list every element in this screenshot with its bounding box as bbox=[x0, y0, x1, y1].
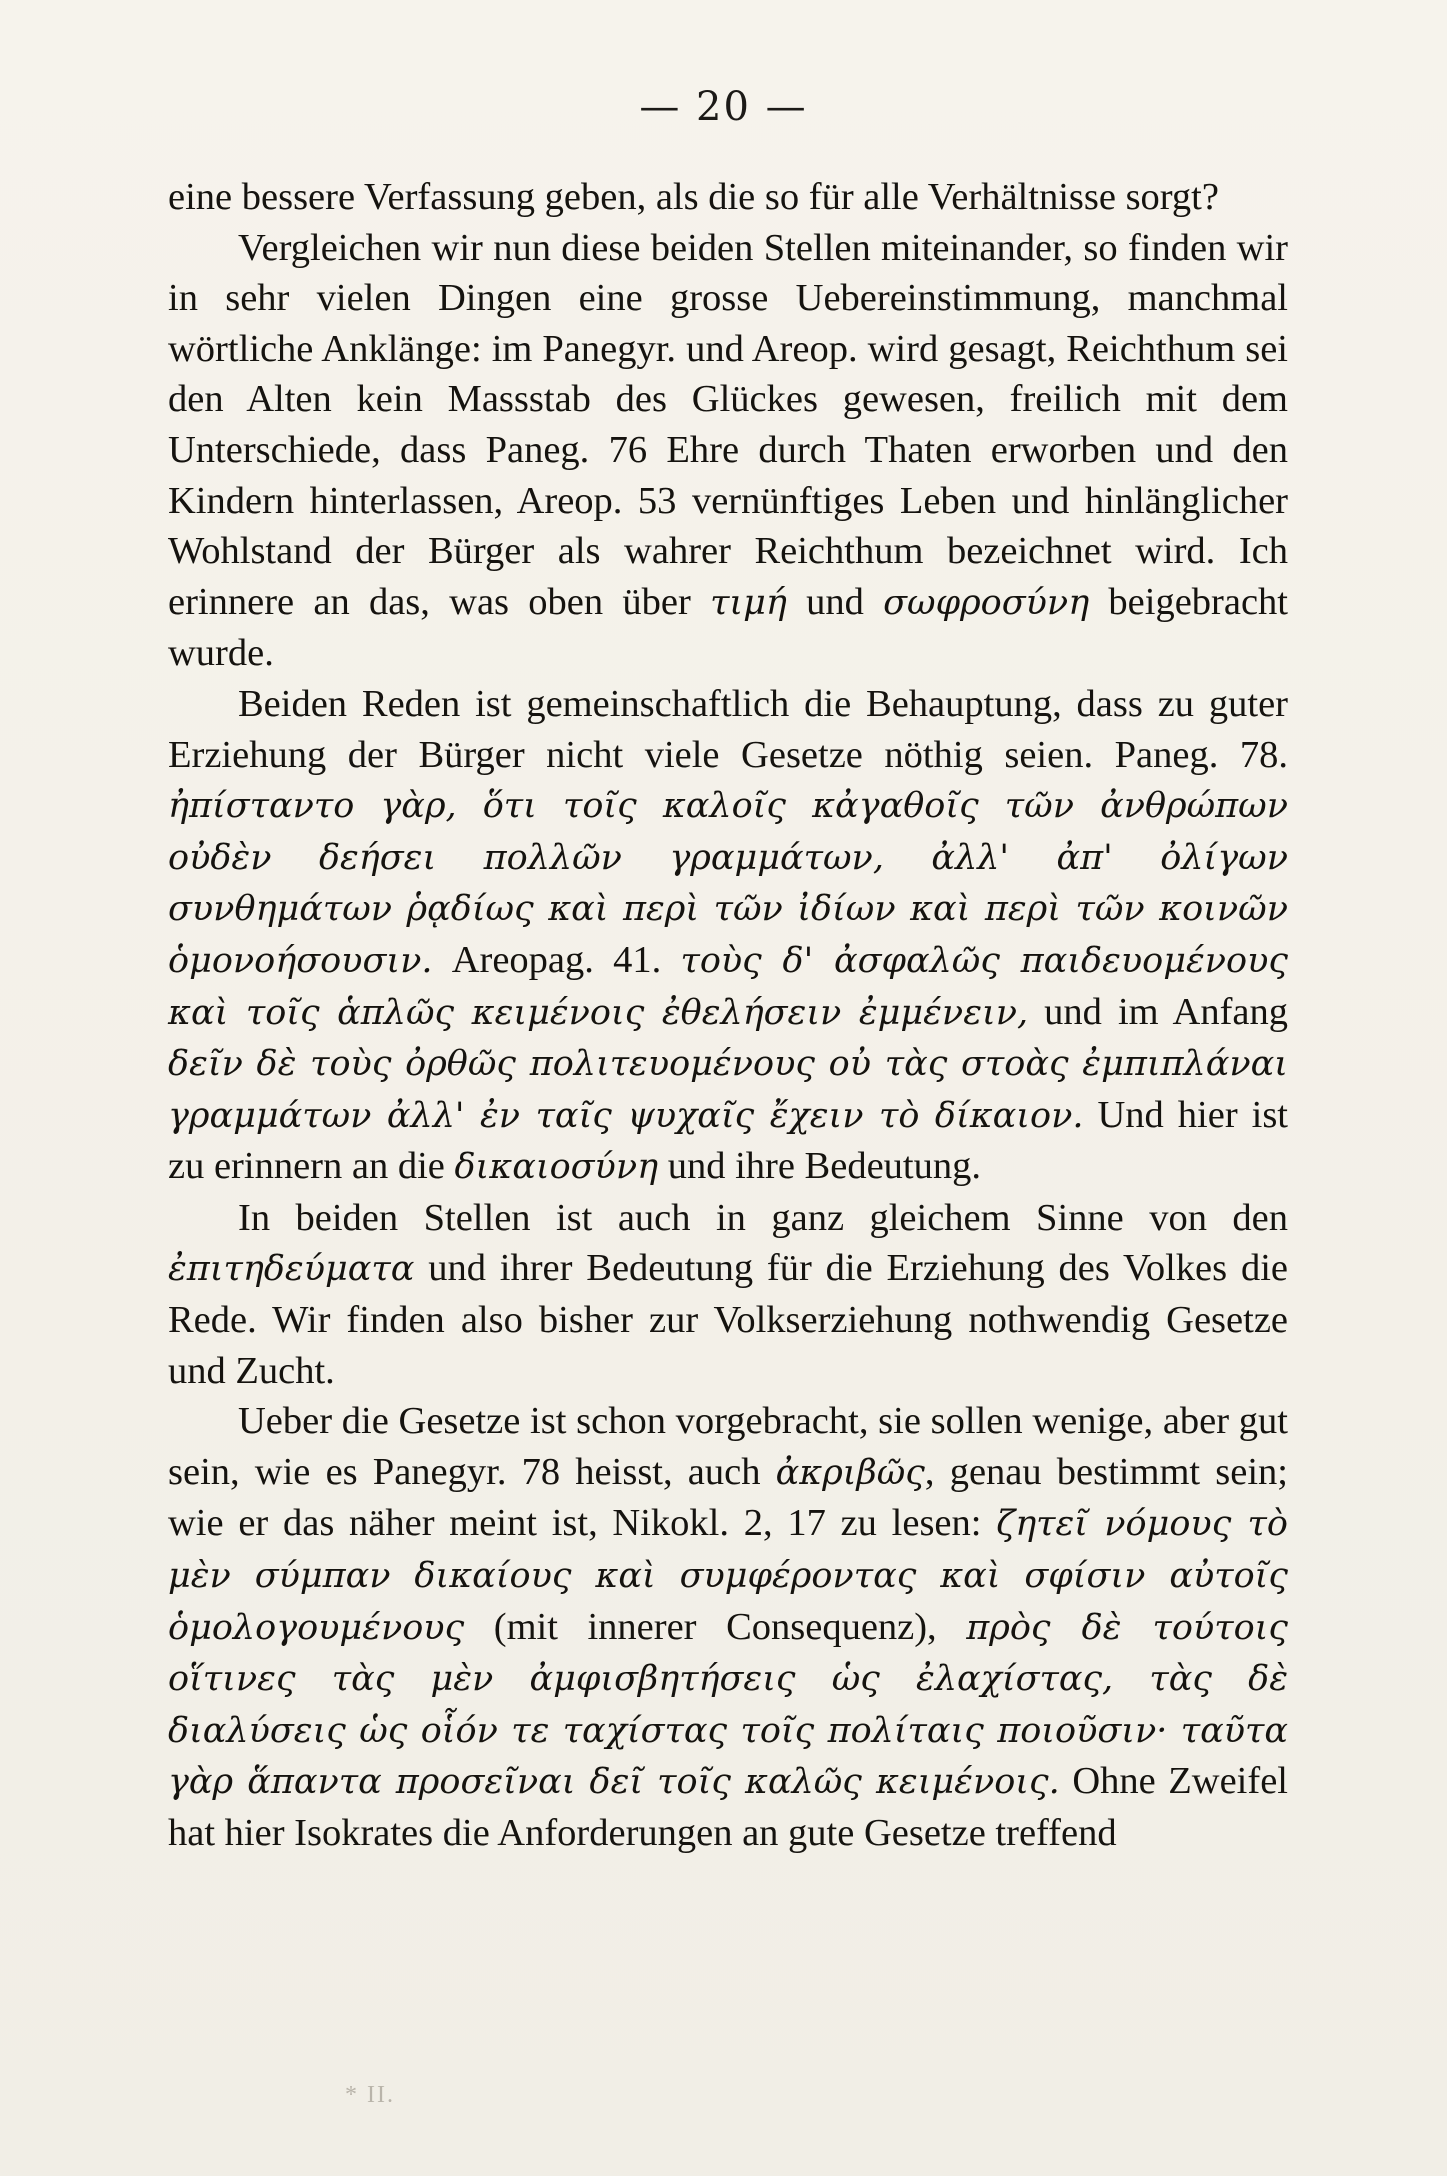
greek-quote: πρὸς δὲ τούτοις οἵτινες τὰς μὲν ἀμφισβητήσεις ὡς ἐλαχίστας, τὰς δὲ διαλύσεις ὡς οἷόν τε ταχίστας τοῖς πολίταις ποιοῦσιν· ταῦτα γὰρ ἅπαντα προσεῖναι δεῖ τοῖς καλῶς κειμένοις. bbox=[168, 1607, 1288, 1803]
paragraph-3 bbox=[168, 679, 1288, 1193]
german-text: eine bessere Verfassung geben, als die so für alle Verhältnisse sorgt? bbox=[168, 176, 1219, 218]
greek-quote: ἀκριβῶς bbox=[775, 1452, 925, 1493]
german-text: Vergleichen wir nun diese beiden Stellen miteinander, so finden wir in sehr vielen Dingen eine grosse Uebereinstimmung, manchmal wörtliche Anklänge: im Panegyr. und Areop. wird gesagt, Reichthum sei den Alten kein Massstab des Glückes gewesen, freilich mit dem Unterschiede, dass Paneg. 76 Ehre durch Thaten erworben und den Kindern hinterlassen, Areop. 53 vernünftiges Leben und hinlänglicher Wohlstand der Bürger als wahrer Reichthum bezeichnet wird. Ich erinnere an das, was oben über bbox=[168, 226, 1288, 623]
greek-quote: σωφροσύνη bbox=[883, 582, 1090, 623]
german-text: In beiden Stellen ist auch in ganz gleichem Sinne von den bbox=[238, 1196, 1288, 1239]
german-text: Areopag. 41. bbox=[432, 938, 681, 981]
german-text: Beiden Reden ist gemeinschaftlich die Behauptung, dass zu guter Erziehung der Bürger nicht viele Gesetze nöthig seien. Paneg. 78. bbox=[168, 682, 1288, 776]
greek-quote: τοὺς δ' ἀσφαλῶς παιδευομένους καὶ τοῖς ἁπλῶς κειμένοις ἐθελήσειν ἐμμένειν, bbox=[168, 940, 1288, 1033]
german-text: und bbox=[786, 580, 884, 623]
german-text: beigebracht wurde. bbox=[168, 580, 1288, 675]
german-text: Und hier ist zu erinnern an die bbox=[168, 1093, 1288, 1188]
greek-quote: δικαιοσύνη bbox=[454, 1147, 659, 1188]
body-text bbox=[168, 172, 1288, 1859]
german-text: und ihre Bedeutung. bbox=[658, 1145, 981, 1188]
page-number: — 20 — bbox=[639, 84, 808, 130]
german-text: , genau bestimmt sein; wie er das näher meint ist, Nikokl. 2, 17 zu lesen: bbox=[168, 1450, 1288, 1545]
printer-signature-mark: * II. bbox=[345, 2082, 395, 2108]
paragraph-2 bbox=[168, 223, 1288, 679]
greek-quote: ζητεῖ νόμους τὸ μὲν σύμπαν δικαίους καὶ συμφέροντας καὶ σφίσιν αὐτοῖς ὁμολογουμένους bbox=[168, 1504, 1288, 1648]
german-text: Ohne Zweifel hat hier Isokrates die Anforderungen an gute Gesetze treffend bbox=[168, 1760, 1288, 1854]
paragraph-1 bbox=[168, 172, 1288, 223]
german-text: und ihrer Bedeutung für die Erziehung des Volkes die Rede. Wir finden also bisher zur Volkserziehung nothwendig Gesetze und Zucht. bbox=[168, 1247, 1288, 1392]
greek-quote: ἠπίσταντο γὰρ, ὅτι τοῖς καλοῖς κἀγαθοῖς τῶν ἀνθρώπων οὐδὲν δεήσει πολλῶν γραμμάτων, ἀλλ' ἀπ' ὀλίγων συνθημάτων ῥᾳδίως καὶ περὶ τῶν ἰδίων καὶ περὶ τῶν κοινῶν ὁμονοήσουσιν. bbox=[168, 786, 1288, 981]
greek-quote: δεῖν δὲ τοὺς ὀρθῶς πολιτευομένους οὐ τὰς στοὰς ἐμπιπλάναι γραμμάτων ἀλλ' ἐν ταῖς ψυχαῖς ἔχειν τὸ δίκαιον. bbox=[168, 1044, 1288, 1136]
german-text: und im Anfang bbox=[1028, 990, 1288, 1033]
german-text: Ueber die Gesetze ist schon vorgebracht, sie sollen wenige, aber gut sein, wie es Panegyr. 78 heisst, auch bbox=[168, 1400, 1288, 1493]
greek-quote: τιμή bbox=[710, 582, 787, 623]
greek-quote: ἐπιτηδεύματα bbox=[168, 1249, 415, 1290]
paragraph-5 bbox=[168, 1396, 1288, 1858]
german-text: (mit innerer Consequenz), bbox=[464, 1605, 967, 1648]
paragraph-4 bbox=[168, 1193, 1288, 1396]
